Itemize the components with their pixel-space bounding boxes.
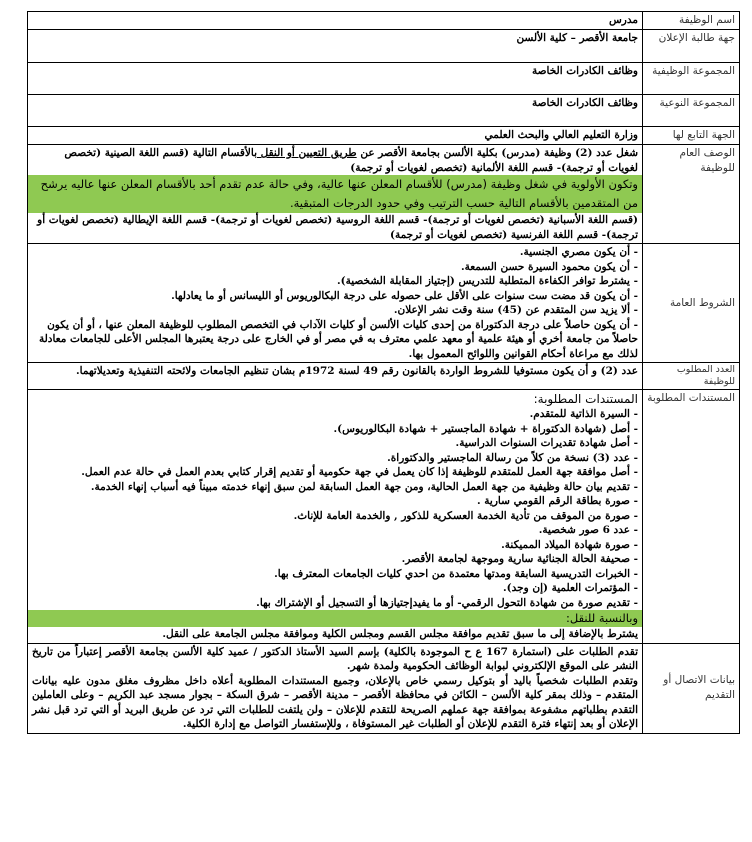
documents-title: المستندات المطلوبة:: [533, 392, 638, 406]
label-job-name: اسم الوظيفة: [643, 12, 740, 30]
row-conditions: [28, 244, 740, 363]
list-item: - أن يكون محمود السيرة حسن السمعة.: [460, 260, 638, 273]
list-item: - المؤتمرات العلمية (إن وجد).: [503, 582, 638, 594]
contact-paragraph-1: تقدم الطلبات على (استمارة 167 ع ح الموجودة بالكلية) بإسم السيد الأستاذ الدكتور / عميد كلية الألسن بجامعة الأقصر إعتباراً من تاريخ النشر على الموقع الإلكتروني لبوابة الوظائف الحكومية ولمدة شهر.: [32, 645, 638, 672]
list-item: - أن يكون مصري الجنسية.: [519, 246, 638, 258]
list-item: - ألا يزيد سن المتقدم عن (45) سنة وقت نشر الإعلان.: [393, 304, 638, 316]
label-documents: المستندات المطلوبة: [643, 390, 740, 644]
list-item: - صحيفة الحالة الجنائية سارية وموجهة لجامعة الأقصر.: [401, 553, 638, 565]
contact-paragraph-2: وتقدم الطلبات شخصياً باليد أو بتوكيل رسمي خاص بالإعلان، وجميع المستندات المطلوبة أعلاه داخل مظروف مغلق مدون عليه بيانات المتقدم – وذلك بمقر كلية الألسن – الكائن في محافظة الأقصر – مدينة الأقصر – شرق السكة – بجوار مسجد عبد الكريم – وعلى العاملين التقدم بطلباتهم مشفوعة بموافقة جهة عملهم الصريحة للتقدم للإعلان – ولن يلتفت للطلبات التي ترد عن طريق البريد أو التي ترد قبل نشر الإعلان أو بعد إنتهاء فترة التقدم للإعلان أو الطلبات غير المستوفاة ، وللإستفسار التواصل مع إدارة الكلية.: [32, 674, 638, 730]
list-item: - عدد (3) نسخة من كلاً من رسالة الماجستير والدكتوراة.: [387, 451, 638, 464]
value-qual-group: وظائف الكادرات الخاصة: [28, 95, 643, 127]
transfer-text: يشترط بالإضافة إلى ما سبق تقديم موافقة مجلس القسم ومجلس الكلية وموافقة مجلس الجامعة على النقل.: [162, 628, 638, 640]
row-job-name: [28, 12, 740, 30]
conditions-list: [32, 245, 638, 361]
row-count: [28, 363, 740, 390]
list-item: - أن يكون قد مضت ست سنوات على الأقل على حصوله على درجة البكالوريوس أو الليسانس أو ما يعادلها.: [171, 289, 638, 302]
list-item: - تقديم صورة من شهادة التحول الرقمي- أو ما يفيدإجتيازها أو التسجيل أو الإشتراك بها.: [256, 596, 638, 609]
value-contact: [28, 643, 643, 733]
list-item: - أصل موافقة جهة العمل للمتقدم للوظيفة إذا كان يعمل في جهة حكومية أو تقديم إقرار كتابي بعدم العمل في حالة عدم العمل.: [81, 466, 638, 478]
row-description: [28, 145, 740, 244]
label-qual-group: المجموعة النوعية: [643, 95, 740, 127]
row-job-group: [28, 63, 740, 95]
value-documents: [28, 390, 643, 644]
list-item: - السيرة الذاتية للمتقدم.: [529, 408, 638, 420]
row-qual-group: [28, 95, 740, 127]
list-item: - صورة من الموقف من تأدية الخدمة العسكرية للذكور , والخدمة العامة للإناث.: [293, 509, 638, 522]
list-item: - عدد 6 صور شخصية.: [538, 524, 638, 536]
list-item: - صورة شهادة الميلاد المميكنة.: [501, 538, 638, 551]
value-job-group: وظائف الكادرات الخاصة: [28, 63, 643, 95]
row-affiliation: [28, 127, 740, 145]
transfer-title-highlight: وبالنسبة للنقل:: [28, 610, 642, 627]
row-employer: [28, 30, 740, 63]
value-conditions: [28, 244, 643, 363]
value-description: [28, 145, 643, 244]
value-job-name: مدرس: [28, 12, 643, 30]
row-documents: [28, 390, 740, 644]
label-conditions: الشروط العامة: [643, 244, 740, 363]
description-line-1: شغل عدد (2) وظيفة (مدرس) بكلية الألسن بجامعة الأقصر عن طريق التعيين أو النقل بالأقسام التالية (قسم اللغة الصينية (تخصص لغويات أو ترجمة)- قسم اللغة الألمانية (تخصص لغويات أو ترجمة): [64, 147, 638, 174]
row-contact: [28, 643, 740, 733]
list-item: - الخبرات التدريسية السابقة ومدتها معتمدة من احدي كليات الجامعات المعترف بها.: [274, 567, 638, 580]
value-count: عدد (2) و أن يكون مستوفيا للشروط الواردة بالقانون رقم 49 لسنة 1972م بشان تنظيم الجامعات ولائحته التنفيذية وتعديلاتهما.: [28, 363, 643, 390]
label-description: الوصف العام للوظيفة: [643, 145, 740, 244]
value-employer: جامعة الأقصر – كلية الألسن: [28, 30, 643, 63]
list-item: - يشترط توافر الكفاءة المتطلبة للتدريس (إجتياز المقابلة الشخصية).: [337, 275, 638, 287]
job-announcement-table: [27, 11, 740, 734]
label-contact: بيانات الاتصال أو التقديم: [643, 643, 740, 733]
list-item: - صورة بطاقة الرقم القومي سارية .: [476, 495, 638, 507]
label-count: العدد المطلوب للوظيفة: [643, 363, 740, 390]
label-job-group: المجموعة الوظيفية: [643, 63, 740, 95]
list-item: - أن يكون حاصلاً على درجة الدكتوراة من إحدى كليات الألسن أو كليات الآداب في التخصص المطلوب للوظيفة المعلن عنها ، أو أن يكون حاصلاً من جامعة أخري أو هيئة علمية أو معهد علمي معترف به في مصر أو في الخارج على درجة يعتبرها المجلس الأعلى للجامعات معادلة لذلك مع مراعاة أحكام القوانين واللوائح المعمول بها.: [38, 318, 638, 360]
priority-highlight: وتكون الأولوية في شغل وظيفة (مدرس) للأقسام المعلن عنها عالية، وفي حالة عدم تقدم أحد بالأقسام المعلن عنها عاليه يرشح من المتقدمين بالأقسام التالية حسب الترتيب وفي حدود الدرجات المتبقية.: [28, 175, 642, 213]
description-line-2: (قسم اللغة الأسبانية (تخصص لغويات أو ترجمة)- قسم اللغة الروسية (تخصص لغويات أو ترجمة)- قسم اللغة الإيطالية (تخصص لغويات أو ترجمة)- قسم اللغة الفرنسية (تخصص لغويات أو ترجمة): [37, 214, 638, 241]
description-underlined: طريق التعيين أو النقل: [257, 147, 357, 159]
documents-list: [32, 407, 638, 610]
value-affiliation: وزارة التعليم العالي والبحث العلمي: [28, 127, 643, 145]
label-employer: جهة طالبة الإعلان: [643, 30, 740, 63]
list-item: - تقديم بيان حالة وظيفية من جهة العمل الحالية، ومن جهة العمل السابقة لمن سبق إنهاء خدمته مبيناً فيه أسباب إنهاء الخدمة.: [90, 480, 638, 493]
list-item: - أصل شهادة تقديرات السنوات الدراسية.: [455, 437, 638, 449]
list-item: - أصل (شهادة الدكتوراة + شهادة الماجستير + شهادة البكالوريوس).: [333, 422, 638, 435]
label-affiliation: الجهة التابع لها: [643, 127, 740, 145]
